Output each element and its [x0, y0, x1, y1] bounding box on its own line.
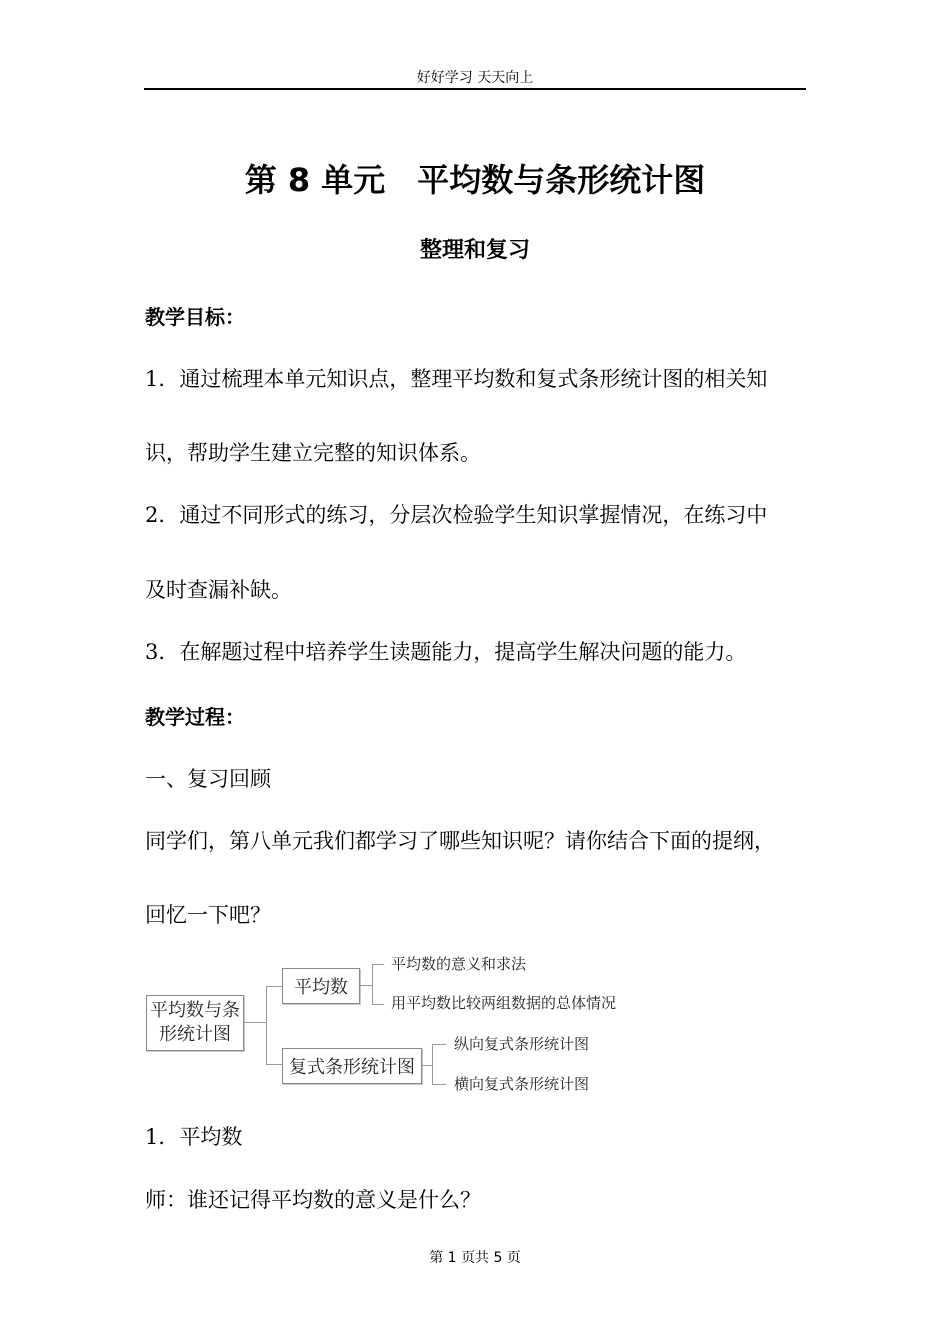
- mindmap-leaf-average-compare: 用平均数比较两组数据的总体情况: [391, 994, 617, 1012]
- header-divider: [144, 88, 806, 90]
- mindmap-connector: [266, 986, 282, 987]
- mindmap-connector: [422, 1065, 432, 1066]
- goals-heading: 教学目标：: [145, 305, 245, 329]
- page-header: 好好学习 天天向上: [416, 70, 534, 86]
- mindmap-connector: [360, 985, 372, 986]
- goal-2-line-1: 2．通过不同形式的练习，分层次检验学生知识掌握情况，在练习中: [145, 503, 768, 527]
- mindmap-branch-average: 平均数: [282, 968, 360, 1004]
- knowledge-mindmap: [146, 948, 666, 1098]
- mindmap-connector: [266, 1064, 282, 1065]
- mindmap-connector: [372, 964, 384, 965]
- goal-1-line-1: 1．通过梳理本单元知识点，整理平均数和复式条形统计图的相关知: [145, 367, 768, 391]
- process-heading: 教学过程：: [145, 705, 245, 729]
- item-average: 1．平均数: [145, 1125, 243, 1149]
- mindmap-connector: [266, 986, 267, 1064]
- page-footer: 第 1 页共 5 页: [429, 1250, 521, 1266]
- mindmap-connector: [432, 1044, 446, 1045]
- mindmap-connector: [244, 1022, 266, 1023]
- goal-2-line-2: 及时查漏补缺。: [145, 578, 292, 602]
- mindmap-root: [146, 995, 244, 1051]
- mindmap-leaf-horizontal-bar: 横向复式条形统计图: [454, 1075, 590, 1093]
- mindmap-branch-compound-bar-chart: 复式条形统计图: [282, 1048, 422, 1084]
- mindmap-root-line-2: 形统计图: [159, 1024, 231, 1045]
- teacher-question: 师：谁还记得平均数的意义是什么？: [145, 1188, 481, 1212]
- mindmap-leaf-average-meaning: 平均数的意义和求法: [391, 955, 527, 973]
- intro-line-1: 同学们，第八单元我们都学习了哪些知识呢？请你结合下面的提纲，: [145, 829, 775, 853]
- intro-line-2: 回忆一下吧？: [145, 903, 271, 927]
- mindmap-connector: [432, 1084, 446, 1085]
- page-subtitle: 整理和复习: [419, 238, 530, 263]
- mindmap-connector: [372, 964, 373, 1004]
- mindmap-root-line-1: 平均数与条: [150, 1000, 240, 1021]
- goal-1-line-2: 识，帮助学生建立完整的知识体系。: [145, 441, 481, 465]
- page-title: 第 8 单元 平均数与条形统计图: [244, 161, 706, 199]
- mindmap-connector: [432, 1044, 433, 1084]
- mindmap-connector: [372, 1004, 384, 1005]
- mindmap-leaf-vertical-bar: 纵向复式条形统计图: [454, 1035, 590, 1053]
- goal-3: 3．在解题过程中培养学生读题能力，提高学生解决问题的能力。: [145, 640, 747, 664]
- section-review: 一、复习回顾: [145, 767, 271, 791]
